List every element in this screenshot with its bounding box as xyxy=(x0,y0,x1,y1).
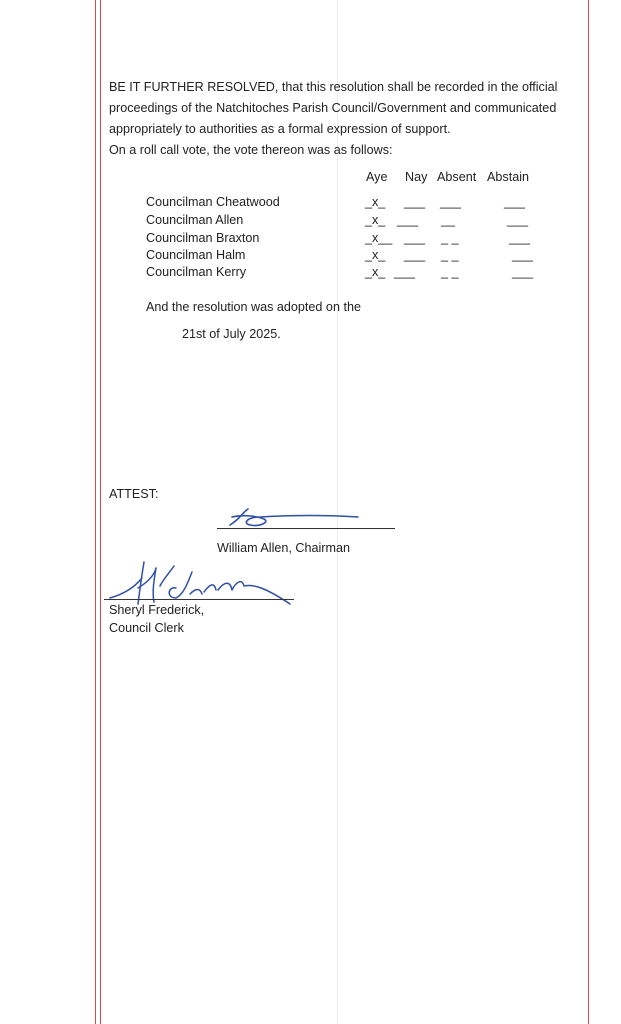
abstain-mark: ___ xyxy=(504,195,526,209)
member-name: Councilman Kerry xyxy=(146,265,247,279)
member-name: Councilman Allen xyxy=(146,213,244,227)
clerk-signature-line xyxy=(104,599,294,600)
abstain-mark: ___ xyxy=(512,265,534,279)
absent-header: Absent xyxy=(437,170,477,184)
nay-mark: ___ xyxy=(397,213,419,227)
resolution-paragraph: BE IT FURTHER RESOLVED, that this resolution shall be recorded in the official proceedings of the Natchitoches Parish Council/Government and communicated appropriately to authorities as a formal expression of support. xyxy=(109,80,558,136)
clerk-title: Council Clerk xyxy=(109,621,184,635)
nay-mark: ___ xyxy=(404,195,426,209)
absent-mark: ___ xyxy=(440,195,462,209)
abstain-mark: ___ xyxy=(507,213,529,227)
member-name: Councilman Braxton xyxy=(146,231,260,245)
adopted-text: And the resolution was adopted on the xyxy=(146,300,361,314)
absent-mark: _ _ xyxy=(441,248,459,262)
abstain-mark: ___ xyxy=(512,248,534,262)
left-margin-line-outer xyxy=(95,0,96,1024)
aye-header: Aye xyxy=(366,170,388,184)
aye-mark: _x_ xyxy=(365,195,386,209)
chairman-signature-image xyxy=(220,503,370,531)
nay-mark: ___ xyxy=(404,248,426,262)
chairman-signature-line xyxy=(217,528,395,529)
abstain-mark: ___ xyxy=(509,231,531,245)
nay-mark: ___ xyxy=(394,265,416,279)
aye-mark: _x__ xyxy=(365,231,393,245)
absent-mark: _ _ xyxy=(441,265,459,279)
member-name: Councilman Halm xyxy=(146,248,246,262)
nay-header: Nay xyxy=(405,170,428,184)
chairman-name-title: William Allen, Chairman xyxy=(217,541,350,555)
abstain-header: Abstain xyxy=(487,170,530,184)
absent-mark: _ _ xyxy=(441,231,459,245)
right-margin-line xyxy=(588,0,589,1024)
roll-call-intro: On a roll call vote, the vote thereon was as follows: xyxy=(109,143,393,157)
clerk-name: Sheryl Frederick, xyxy=(109,603,205,617)
aye-mark: _x_ xyxy=(365,213,386,227)
nay-mark: ___ xyxy=(404,231,426,245)
aye-mark: _x_ xyxy=(365,265,386,279)
aye-mark: _x_ xyxy=(365,248,386,262)
attest-label: ATTEST: xyxy=(109,487,159,501)
adopted-date: 21st of July 2025. xyxy=(182,327,281,341)
member-name: Councilman Cheatwood xyxy=(146,195,280,209)
absent-mark: __ xyxy=(441,213,456,227)
left-margin-line-inner xyxy=(100,0,101,1024)
